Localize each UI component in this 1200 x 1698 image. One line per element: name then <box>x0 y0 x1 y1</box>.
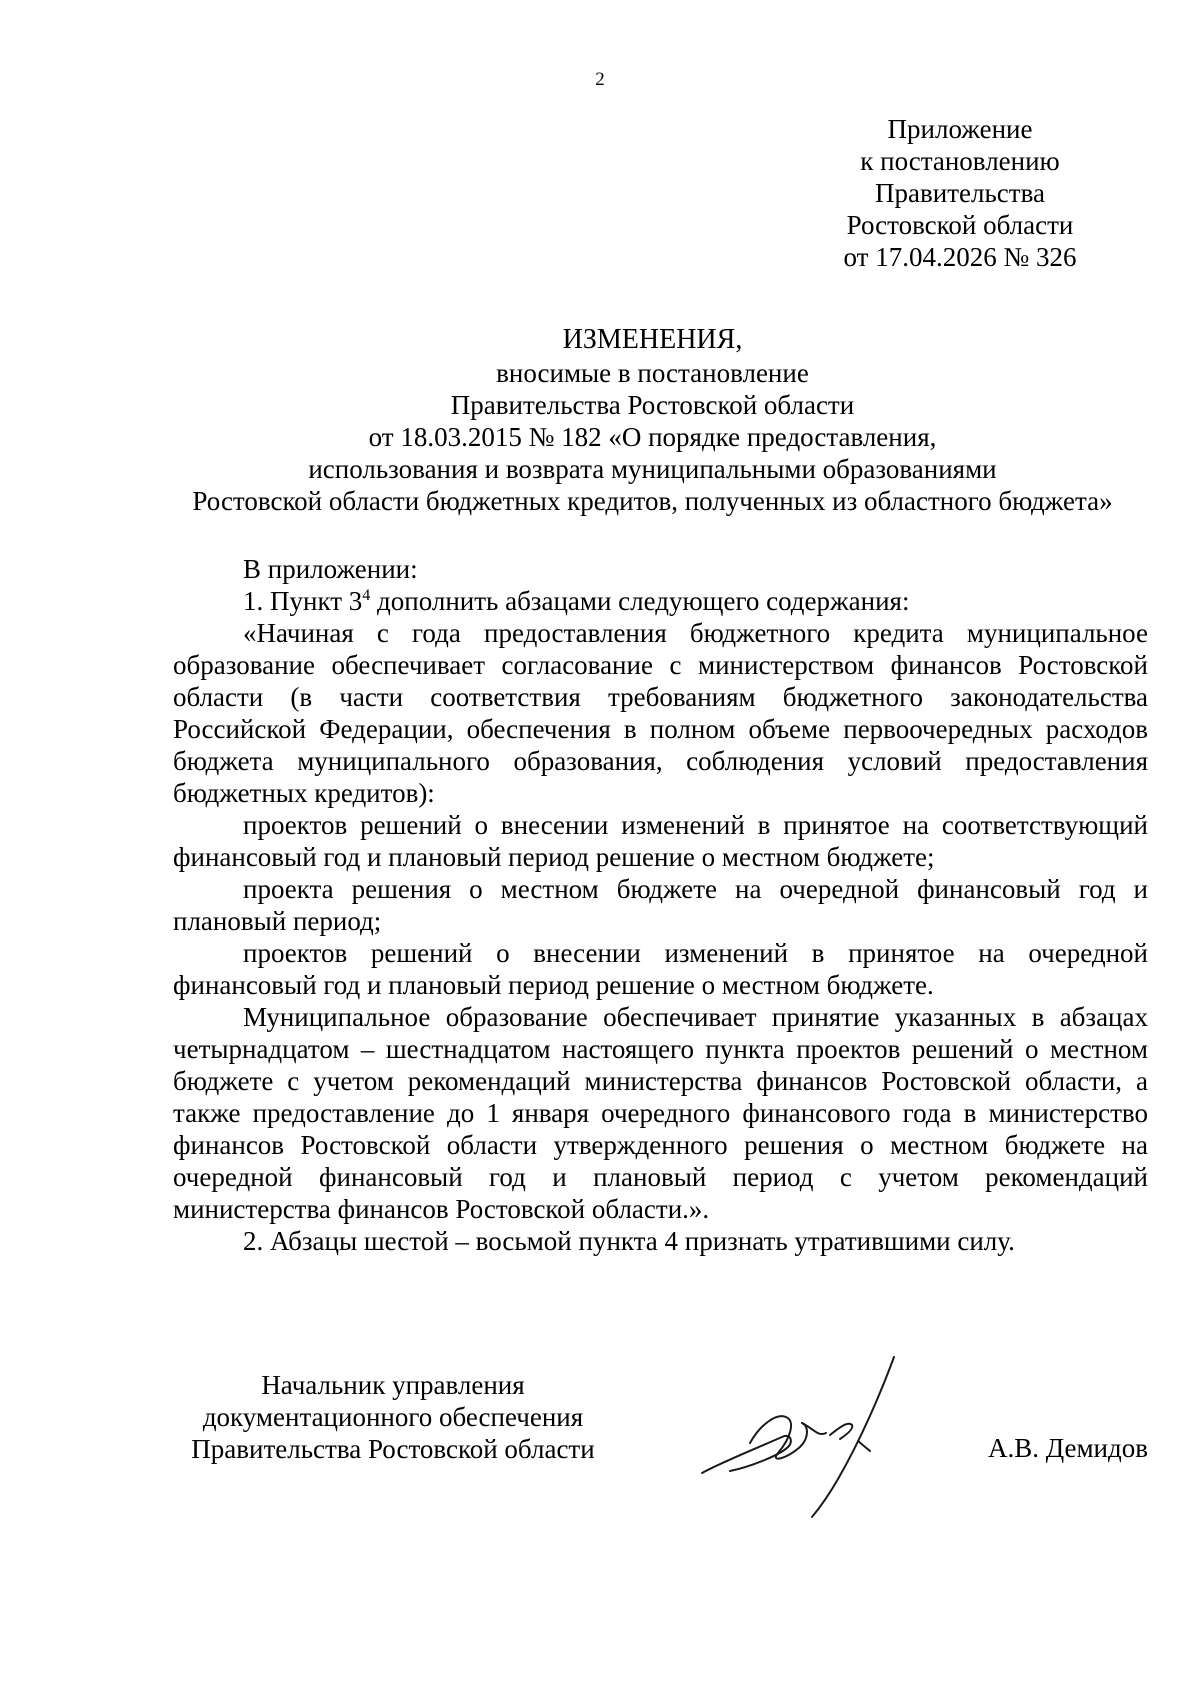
paragraph-item-1 <box>173 585 1148 617</box>
item-1-text-continued: дополнить абзацами следующего содержания: <box>370 586 910 616</box>
paragraph: «Начиная с года предоставления бюджетного кредита муниципальное образование обеспечивает согласование с министерством финансов Ростовской области (в части соответствия требованиям бюджетного законодательства Российской Федерации, обеспечения в полном объеме первоочередных расходов бюджета муниципального образования, соблюдения условий предоставления бюджетных кредитов): <box>173 618 1148 808</box>
title-line: Ростовской области бюджетных кредитов, полученных из областного бюджета» <box>192 486 1113 516</box>
title-line: использования и возврата муниципальными образованиями <box>308 454 997 484</box>
document-body <box>173 553 1148 1257</box>
signatory-title <box>173 1369 613 1465</box>
signer-name: А.В. Демидов <box>987 1433 1148 1463</box>
appendix-header <box>790 113 1130 273</box>
paragraph-item-2: 2. Абзацы шестой – восьмой пункта 4 признать утратившими силу. <box>243 1226 1015 1256</box>
paragraph: проекта решения о местном бюджете на очередной финансовый год и плановый период; <box>173 874 1148 936</box>
paragraph: проектов решений о внесении изменений в принятое на соответствующий финансовый год и плановый период решение о местном бюджете; <box>173 810 1148 872</box>
title-main: ИЗМЕНЕНИЯ, <box>562 324 743 355</box>
appendix-line: от 17.04.2026 № 326 <box>843 242 1077 272</box>
signatory-line: Начальник управления <box>261 1370 525 1400</box>
superscript: 4 <box>362 587 371 604</box>
item-1-text: 1. Пункт 3 <box>243 586 363 616</box>
signatory-line: документационного обеспечения <box>202 1402 584 1432</box>
paragraph: проектов решений о внесении изменений в принятое на очередной финансовый год и плановый период решение о местном бюджете. <box>173 938 1148 1000</box>
paragraph: Муниципальное образование обеспечивает принятие указанных в абзацах четырнадцатом – шестнадцатом настоящего пункта проектов решений о местном бюджете с учетом рекомендаций министерства финансов Ростовской области, а также предоставление до 1 января очередного финансового года в министерство финансов Ростовской области утвержденного решения о местном бюджете на очередной финансовый год и плановый период с учетом рекомендаций министерства финансов Ростовской области.». <box>173 1002 1148 1224</box>
appendix-line: Приложение <box>887 114 1033 144</box>
appendix-line: к постановлению <box>860 146 1060 176</box>
appendix-line: Правительства <box>875 178 1045 208</box>
paragraph-intro: В приложении: <box>243 554 418 584</box>
signatory-line: Правительства Ростовской области <box>191 1434 595 1464</box>
title-line: Правительства Ростовской области <box>450 390 855 420</box>
appendix-line: Ростовской области <box>846 210 1074 240</box>
title-line: от 18.03.2015 № 182 «О порядке предоставления, <box>368 422 937 452</box>
document-title <box>150 324 1155 517</box>
page-number: 2 <box>595 69 605 90</box>
title-line: вносимые в постановление <box>496 358 809 388</box>
handwritten-signature <box>690 1355 950 1525</box>
